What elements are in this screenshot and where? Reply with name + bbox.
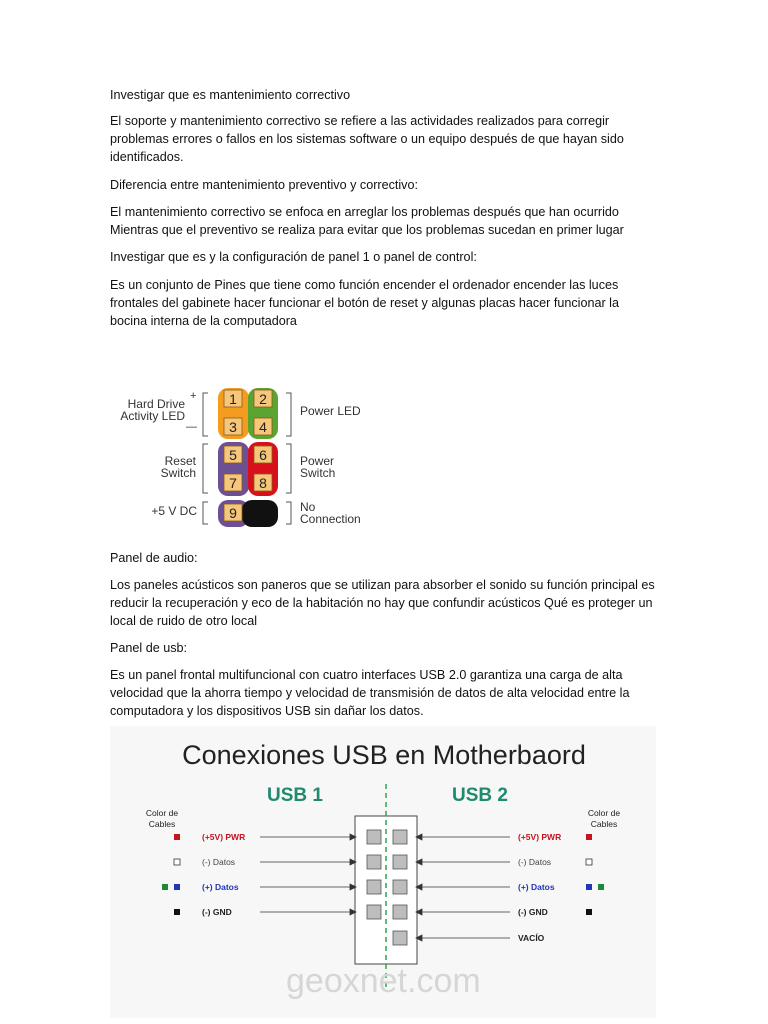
right-pwr-color-marker bbox=[586, 834, 592, 840]
usb1-label: USB 1 bbox=[267, 785, 323, 806]
pin-9-label: 9 bbox=[229, 505, 237, 521]
no-connection-block bbox=[242, 500, 278, 527]
heading-mantenimiento: Investigar que es mantenimiento correctivo bbox=[110, 88, 351, 102]
right-datos-neg-label: (-) Datos bbox=[518, 857, 552, 867]
section-diferencia-body bbox=[110, 203, 655, 239]
right-datos-pos-blue-marker bbox=[586, 884, 592, 890]
heading-usb: Panel de usb: bbox=[110, 641, 188, 655]
pin-1-label: 1 bbox=[229, 391, 237, 407]
paragraph-diferencia: El mantenimiento correctivo se enfoca en arreglar los problemas después que han ocurrido Mientras que el preventivo se realiza para evitar que los problemas sucedan en primer lugar bbox=[110, 205, 624, 237]
paragraph-audio: Los paneles acústicos son paneros que se utilizan para absorber el sonido su función principal es reducir la recuperación y eco de la habitación no hay que confundir acústicos Qué es proteger un local de ruido de otro local bbox=[110, 578, 655, 628]
right-datos-pos-green-marker bbox=[598, 884, 604, 890]
pin-3-label: 3 bbox=[229, 419, 237, 435]
right-datos-neg-color-marker bbox=[586, 859, 592, 865]
section-panel1-body bbox=[110, 276, 655, 330]
left-datos-pos-label: (+) Datos bbox=[202, 882, 239, 892]
left-gnd-color-marker bbox=[174, 909, 180, 915]
no-connection-label-line2: Connection bbox=[300, 512, 361, 526]
reset-label-line2: Switch bbox=[160, 466, 196, 480]
right-datos-pos-label: (+) Datos bbox=[518, 882, 555, 892]
pin-7-label: 7 bbox=[229, 475, 237, 491]
minus-sign: — bbox=[186, 421, 197, 433]
color-cables-right-line2: Cables bbox=[590, 819, 618, 829]
heading-diferencia: Diferencia entre mantenimiento preventivo y correctivo: bbox=[110, 178, 418, 192]
left-datos-neg-color-marker bbox=[174, 859, 180, 865]
section-usb-body bbox=[110, 666, 655, 720]
color-cables-left-line2: Cables bbox=[148, 819, 176, 829]
section-mantenimiento-body bbox=[110, 112, 655, 166]
pin-8 bbox=[254, 474, 272, 491]
color-cables-right-line1: Color de bbox=[587, 808, 621, 818]
pin-8-label: 8 bbox=[259, 475, 267, 491]
section-audio bbox=[110, 549, 655, 567]
left-pwr-color-marker bbox=[174, 834, 180, 840]
vacio-label: VACÍO bbox=[518, 933, 545, 943]
right-gnd-label: (-) GND bbox=[518, 907, 548, 917]
right-pwr-label: (+5V) PWR bbox=[518, 832, 562, 842]
hdd-label-line1: Hard Drive bbox=[127, 397, 185, 411]
left-datos-pos-green-marker bbox=[162, 884, 168, 890]
power-switch-label-line1: Power bbox=[300, 454, 335, 468]
left-datos-neg-label: (-) Datos bbox=[202, 857, 236, 867]
left-gnd-label: (-) GND bbox=[202, 907, 232, 917]
section-audio-body bbox=[110, 576, 655, 630]
color-cables-left-line1: Color de bbox=[145, 808, 179, 818]
usb2-label: USB 2 bbox=[452, 785, 508, 806]
power-led-label: Power LED bbox=[300, 404, 361, 418]
paragraph-panel1: Es un conjunto de Pines que tiene como función encender el ordenador encender las luces frontales del gabinete hacer funcionar el botón de reset y algunas placas hacer funcionar la bocina interna de la computadora bbox=[110, 278, 619, 328]
pin-4-label: 4 bbox=[259, 419, 267, 435]
pin-2-label: 2 bbox=[259, 391, 267, 407]
watermark: geoxnet.com bbox=[286, 962, 481, 1000]
pin-5-label: 5 bbox=[229, 447, 237, 463]
usb-header-diagram bbox=[110, 726, 656, 1018]
usb-diagram-title: Conexiones USB en Motherbaord bbox=[182, 740, 586, 770]
pin-4 bbox=[254, 418, 272, 435]
section-usb bbox=[110, 639, 655, 657]
hdd-label-line2: Activity LED bbox=[120, 409, 185, 423]
heading-audio: Panel de audio: bbox=[110, 551, 198, 565]
vdc-label: +5 V DC bbox=[151, 504, 197, 518]
power-switch-label-line2: Switch bbox=[300, 466, 336, 480]
reset-label-line1: Reset bbox=[164, 454, 196, 468]
left-pwr-label: (+5V) PWR bbox=[202, 832, 246, 842]
right-gnd-color-marker bbox=[586, 909, 592, 915]
pin-5 bbox=[224, 446, 242, 463]
section-diferencia bbox=[110, 176, 655, 194]
pin-2 bbox=[254, 390, 272, 407]
no-connection-label-line1: No bbox=[300, 500, 316, 514]
section-panel1 bbox=[110, 248, 655, 266]
pin-3 bbox=[224, 418, 242, 435]
paragraph-mantenimiento: El soporte y mantenimiento correctivo se refiere a las actividades realizados para corregir problemas errores o fallos en los sistemas software o un equipo después de que hayan sido identificados. bbox=[110, 114, 624, 164]
pin-9 bbox=[224, 504, 242, 521]
pin-1 bbox=[224, 390, 242, 407]
paragraph-usb: Es un panel frontal multifuncional con cuatro interfaces USB 2.0 garantiza una carga de alta velocidad que la ahorra tiempo y velocidad de transmisión de datos de alta velocidad entre la computadora y los dispositivos USB sin dañar los datos. bbox=[110, 668, 630, 718]
heading-panel1: Investigar que es y la configuración de panel 1 o panel de control: bbox=[110, 250, 477, 264]
pin-6-label: 6 bbox=[259, 447, 267, 463]
left-datos-pos-blue-marker bbox=[174, 884, 180, 890]
section-mantenimiento bbox=[110, 86, 655, 104]
pin-6 bbox=[254, 446, 272, 463]
pin-7 bbox=[224, 474, 242, 491]
plus-sign: + bbox=[190, 390, 197, 402]
front-panel-pin-diagram bbox=[110, 366, 368, 536]
